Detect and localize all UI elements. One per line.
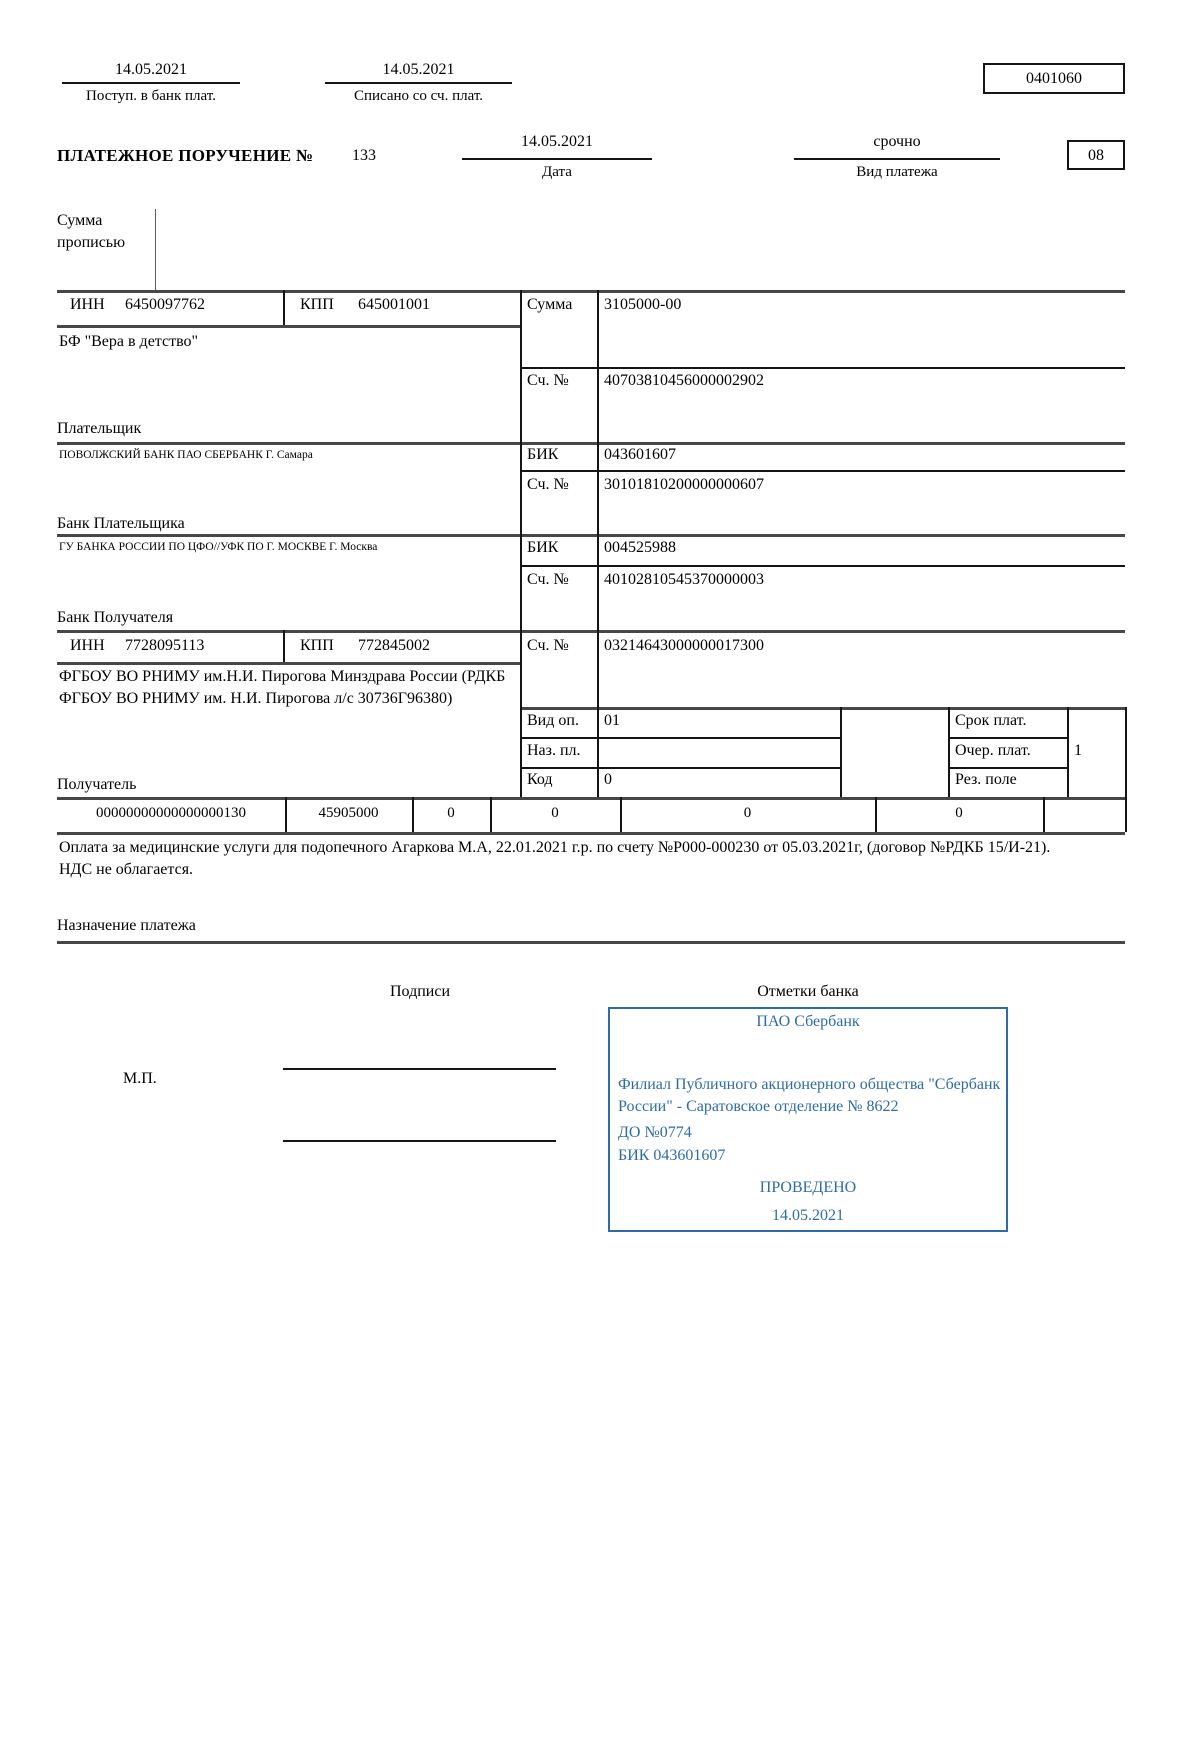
tax-field-kbk: 00000000000000000130 xyxy=(96,805,246,821)
stamp-place-label: М.П. xyxy=(123,1070,157,1087)
tax-field-number: 0 xyxy=(743,805,752,821)
payer-account-value: 40703810456000002902 xyxy=(604,372,764,389)
divider-line xyxy=(57,832,1125,835)
date-label: Дата xyxy=(542,164,572,180)
divider-line xyxy=(62,82,240,84)
cell-border xyxy=(283,630,285,664)
cell-border xyxy=(520,367,1125,369)
cell-border xyxy=(948,737,1067,739)
debited-from-account-date: 14.05.2021 xyxy=(382,61,455,78)
form-code-box: 0401060 xyxy=(983,63,1125,94)
cell-border xyxy=(1067,707,1069,797)
cell-border xyxy=(948,707,950,797)
priority-value: 1 xyxy=(1074,742,1082,759)
payer-kpp-label: КПП xyxy=(300,296,334,313)
divider-line xyxy=(57,630,1125,633)
cell-border xyxy=(1125,707,1127,797)
amount-words-label-line2: прописью xyxy=(57,234,126,251)
cell-border xyxy=(1043,797,1045,832)
payer-label: Плательщик xyxy=(57,420,142,437)
received-in-bank-date: 14.05.2021 xyxy=(115,61,187,78)
payment-kind-value: срочно xyxy=(873,133,921,150)
status-code-box: 08 xyxy=(1067,140,1125,170)
payee-label: Получатель xyxy=(57,776,137,793)
divider-line xyxy=(57,442,1125,445)
payee-inn-label: ИНН xyxy=(70,637,105,654)
divider-line xyxy=(57,662,520,665)
payer-bank-name: ПОВОЛЖСКИЙ БАНК ПАО СБЕРБАНК Г. Самара xyxy=(59,449,313,461)
op-type-value: 01 xyxy=(604,712,620,729)
cell-border xyxy=(520,737,840,739)
payee-bank-name: ГУ БАНКА РОССИИ ПО ЦФО//УФК ПО Г. МОСКВЕ Г. Москва xyxy=(59,541,378,553)
payer-bank-account-value: 30101810200000000607 xyxy=(604,476,764,493)
debited-from-account-label: Списано со сч. плат. xyxy=(353,88,484,104)
payee-bank-bik-label: БИК xyxy=(527,539,559,556)
cell-border xyxy=(520,767,840,769)
payer-bank-bik-label: БИК xyxy=(527,446,559,463)
divider-line xyxy=(57,941,1125,944)
divider-line xyxy=(325,82,512,84)
tax-field-date: 0 xyxy=(955,805,963,821)
code-value: 0 xyxy=(604,771,612,788)
purpose-text-line2: НДС не облагается. xyxy=(59,861,194,878)
divider-line xyxy=(794,158,1000,160)
payer-inn-value: 6450097762 xyxy=(125,296,205,313)
purpose-label: Назначение платежа xyxy=(57,917,196,934)
op-type-label: Вид оп. xyxy=(527,712,579,729)
document-date: 14.05.2021 xyxy=(521,133,593,150)
due-date-label: Срок плат. xyxy=(955,712,1027,729)
stamp-date: 14.05.2021 xyxy=(772,1207,844,1224)
tax-field-basis: 0 xyxy=(447,805,455,821)
purpose-text-line1: Оплата за медицинские услуги для подопечного Агаркова М.А, 22.01.2021 г.р. по счету №Р000-000230 от 05.03.2021г, (договор №РДКБ 15/И-21). xyxy=(59,839,1051,856)
payer-name: БФ "Вера в детство" xyxy=(59,333,199,350)
amount-value: 3105000-00 xyxy=(604,296,682,313)
reserve-field-label: Рез. поле xyxy=(955,771,1017,788)
priority-label: Очер. плат. xyxy=(955,742,1031,759)
payer-bank-label: Банк Плательщика xyxy=(57,515,185,532)
stamp-branch-line1: Филиал Публичного акционерного общества "Сбербанк xyxy=(618,1076,1001,1093)
code-label: Код xyxy=(527,771,553,788)
signature-line xyxy=(283,1140,556,1142)
payee-bank-account-label: Сч. № xyxy=(527,571,569,588)
document-title: ПЛАТЕЖНОЕ ПОРУЧЕНИЕ № xyxy=(57,146,314,165)
stamp-bik: БИК 043601607 xyxy=(618,1147,726,1164)
payee-kpp-label: КПП xyxy=(300,637,334,654)
cell-border xyxy=(520,470,1125,472)
cell-border xyxy=(283,290,285,327)
signatures-label: Подписи xyxy=(389,983,451,1000)
payment-kind-label: Вид платежа xyxy=(856,164,938,180)
cell-border xyxy=(155,209,156,290)
divider-line xyxy=(462,158,652,160)
divider-line xyxy=(57,290,1125,293)
cell-border xyxy=(520,565,1125,567)
tax-field-oktmo: 45905000 xyxy=(318,805,379,821)
stamp-office: ДО №0774 xyxy=(618,1124,692,1141)
received-in-bank-label: Поступ. в банк плат. xyxy=(86,88,216,104)
divider-line xyxy=(520,707,1125,710)
payer-kpp-value: 645001001 xyxy=(358,296,430,313)
payer-bank-bik-value: 043601607 xyxy=(604,446,676,463)
divider-line xyxy=(57,534,1125,537)
payee-kpp-value: 772845002 xyxy=(358,637,430,654)
document-number: 133 xyxy=(352,147,376,164)
stamp-status: ПРОВЕДЕНО xyxy=(759,1179,857,1196)
bank-marks-label: Отметки банка xyxy=(757,983,859,1000)
tax-field-period: 0 xyxy=(551,805,559,821)
payee-account-label: Сч. № xyxy=(527,637,569,654)
cell-border xyxy=(840,707,842,797)
payee-name-line2: ФГБОУ ВО РНИМУ им. Н.И. Пирогова л/с 30736Г96380) xyxy=(59,690,453,707)
payee-inn-value: 7728095113 xyxy=(125,637,205,654)
amount-label: Сумма xyxy=(527,296,573,313)
divider-line xyxy=(57,797,1125,800)
stamp-branch-line2: России" - Саратовское отделение № 8622 xyxy=(618,1098,899,1115)
pay-purpose-code-label: Наз. пл. xyxy=(527,742,581,759)
signature-line xyxy=(283,1068,556,1070)
divider-line xyxy=(57,325,520,328)
payer-inn-label: ИНН xyxy=(70,296,105,313)
payee-bank-label: Банк Получателя xyxy=(57,609,174,626)
cell-border xyxy=(1125,797,1127,832)
payer-account-label: Сч. № xyxy=(527,372,569,389)
stamp-bank-name: ПАО Сбербанк xyxy=(756,1013,860,1030)
payee-bank-account-value: 40102810545370000003 xyxy=(604,571,764,588)
cell-border xyxy=(948,767,1067,769)
amount-words-label-line1: Сумма xyxy=(57,212,103,229)
payee-bank-bik-value: 004525988 xyxy=(604,539,676,556)
payee-account-value: 03214643000000017300 xyxy=(604,637,764,654)
payee-name-line1: ФГБОУ ВО РНИМУ им.Н.И. Пирогова Минздрава России (РДКБ xyxy=(59,668,506,685)
payer-bank-account-label: Сч. № xyxy=(527,476,569,493)
bank-stamp-box xyxy=(608,1007,1008,1232)
